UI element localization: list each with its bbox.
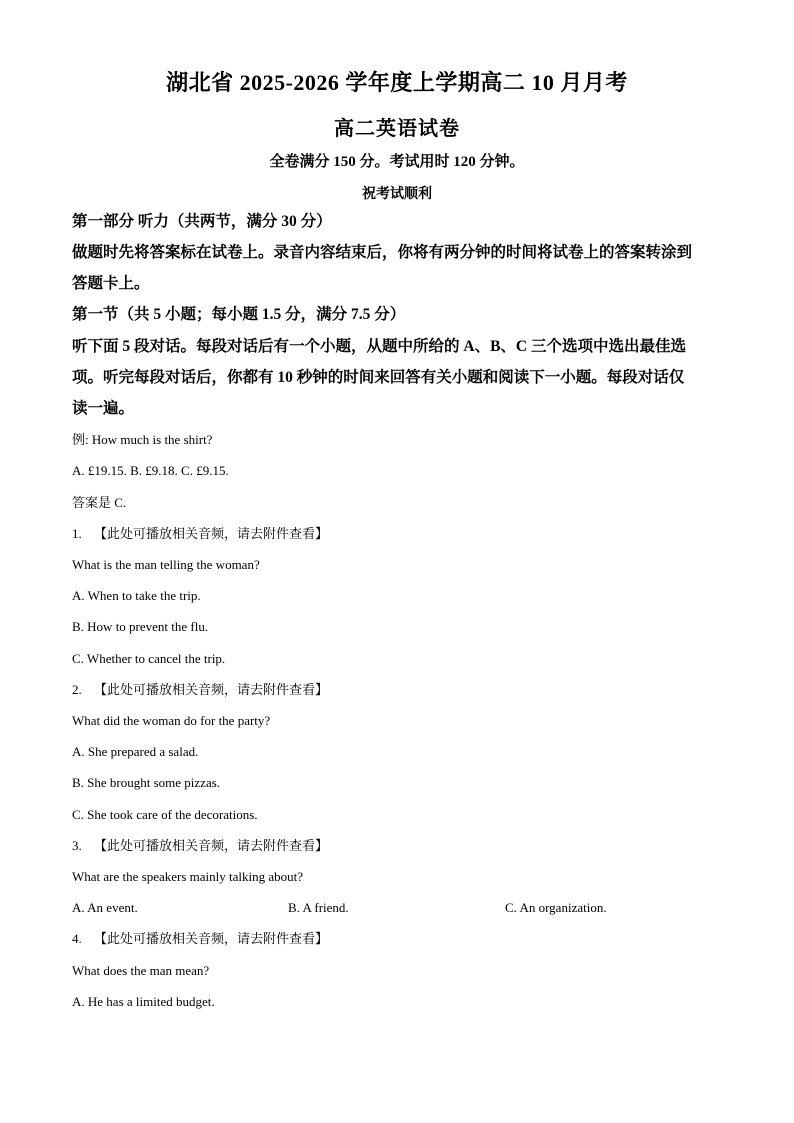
exam-subtitle: 高二英语试卷: [334, 118, 460, 140]
section1-instruction-line2: 项。听完每段对话后，你都有 10 秒钟的时间来回答有关小题和阅读下一小题。每段对话仅: [72, 369, 685, 386]
question-1-option-c: C. Whether to cancel the trip.: [72, 651, 226, 666]
question-3-options: [72, 900, 732, 916]
question-2-header: [72, 682, 732, 698]
question-1-option-b: B. How to prevent the flu.: [72, 619, 209, 634]
question-2-prompt: What did the woman do for the party?: [72, 713, 271, 728]
exam-title: 湖北省 2025-2026 学年度上学期高二 10 月月考: [166, 70, 628, 95]
question-3-prompt: What are the speakers mainly talking about?: [72, 869, 304, 884]
example-answer: 答案是 C.: [72, 495, 127, 510]
question-4-option-a: A. He has a limited budget.: [72, 994, 215, 1009]
score-info: 全卷满分 150 分。考试用时 120 分钟。: [269, 154, 525, 170]
question-number: 2.: [72, 682, 82, 697]
audio-note: 【此处可播放相关音频，请去附件查看】: [94, 526, 329, 541]
section1-instruction-line1: 听下面 5 段对话。每段对话后有一个小题，从题中所给的 A、B、C 三个选项中选出最佳选: [72, 338, 686, 355]
question-1-option-a: A. When to take the trip.: [72, 588, 201, 603]
audio-note: 【此处可播放相关音频，请去附件查看】: [94, 682, 329, 697]
question-number: 1.: [72, 526, 82, 541]
question-2-option-b: B. She brought some pizzas.: [72, 775, 221, 790]
audio-note: 【此处可播放相关音频，请去附件查看】: [94, 931, 329, 946]
question-1-header: [72, 526, 732, 542]
audio-note: 【此处可播放相关音频，请去附件查看】: [94, 838, 329, 853]
question-2-option-a: A. She prepared a salad.: [72, 744, 199, 759]
section1-instruction-line3: 读一遍。: [72, 400, 135, 417]
exam-wish: 祝考试顺利: [362, 187, 432, 202]
question-4-header: [72, 931, 732, 947]
question-3-option-b: B. A friend.: [288, 900, 349, 915]
question-number: 3.: [72, 838, 82, 853]
question-3-option-c: C. An organization.: [505, 900, 607, 915]
question-2-option-c: C. She took care of the decorations.: [72, 807, 258, 822]
part1-instruction-line2: 答题卡上。: [72, 275, 150, 292]
part1-instruction-line1: 做题时先将答案标在试卷上。录音内容结束后，你将有两分钟的时间将试卷上的答案转涂到: [72, 244, 693, 261]
question-4-prompt: What does the man mean?: [72, 963, 210, 978]
part1-heading: 第一部分 听力（共两节，满分 30 分）: [72, 213, 332, 230]
question-3-option-a: A. An event.: [72, 900, 138, 915]
question-3-header: [72, 838, 732, 854]
section1-heading: 第一节（共 5 小题；每小题 1.5 分，满分 7.5 分）: [72, 306, 406, 323]
example-options: A. £19.15. B. £9.18. C. £9.15.: [72, 463, 229, 478]
question-number: 4.: [72, 931, 82, 946]
question-1-prompt: What is the man telling the woman?: [72, 557, 260, 572]
example-question: 例: How much is the shirt?: [72, 432, 213, 447]
